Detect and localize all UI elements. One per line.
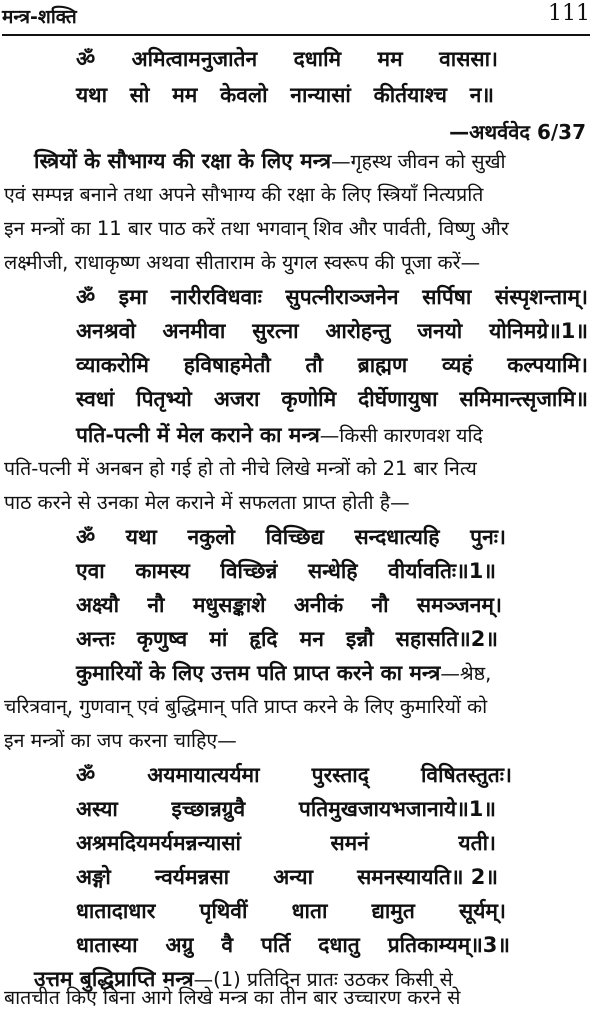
verse-word: पुरस्ताद् — [311, 763, 369, 787]
verse-line — [76, 862, 498, 892]
verse-line — [76, 760, 512, 790]
section-heading: स्त्रियों के सौभाग्य की रक्षा के लिए मन्त्र—गृहस्थ जीवन को सुखी — [34, 149, 506, 173]
verse-word: पर्ति — [261, 933, 291, 957]
verse-word: सन्दधात्यहि — [354, 525, 440, 549]
paragraph-line: लक्ष्मीजी, राधाकृष्ण अथवा सीताराम के युगल स्वरूप की पूजा करें— — [4, 251, 481, 274]
verse-word: वाससा। — [439, 47, 498, 71]
verse-word: मम — [172, 83, 198, 107]
verse-word: न॥ — [469, 83, 494, 107]
verse-word: व्यहं — [441, 353, 473, 377]
verse-word: सर्पिषा — [422, 285, 472, 309]
paragraph-line: बातचीत किए बिना आगे लिखे मन्त्र का तीन बार उच्चारण करने से — [4, 986, 461, 1009]
verse-line — [76, 896, 506, 926]
verse-word: कृणोमि — [281, 387, 337, 411]
verse-word: व्याकरोमि — [76, 353, 149, 377]
page-header — [2, 0, 590, 36]
verse-word: प्रतिकाम्यम्॥3॥ — [387, 933, 510, 957]
paragraph-line: पाठ करने से उनका मेल कराने में सफलता प्राप्त होती है— — [4, 491, 410, 514]
verse-word: अनमीवा — [162, 319, 226, 343]
verse-word: इच्छान्नग्रुवै — [171, 797, 246, 821]
verse-word: मन — [299, 627, 324, 651]
verse-word: मम — [377, 47, 403, 71]
verse-word: पतिमुखजायभजानाये॥1॥ — [298, 797, 496, 821]
paragraph-line: इन मन्त्रों का 11 बार पाठ करें तथा भगवान् शिव और पार्वती, विष्णु और — [4, 217, 509, 240]
paragraph-line: एवं सम्पन्न बनाने तथा अपने सौभाग्य की रक्षा के लिए स्त्रियाँ नित्यप्रति — [4, 183, 484, 206]
verse-line — [76, 522, 506, 552]
verse-line — [76, 794, 496, 824]
verse-word: कृणुष्व — [136, 627, 188, 651]
verse-line — [76, 80, 494, 110]
verse-word: सन्धेहि — [307, 559, 358, 583]
verse-word: दधातु — [318, 933, 360, 957]
verse-word: सहासति॥2॥ — [395, 627, 498, 651]
verse-word: इन्नौ — [345, 627, 374, 651]
verse-word: धातास्या — [76, 933, 138, 957]
page-number: 111 — [548, 1, 590, 26]
verse-word: मधुसङ्काशे — [192, 593, 266, 617]
verse-word: हृदि — [249, 627, 278, 651]
verse-line — [76, 316, 588, 346]
section-heading: पति-पत्नी में मेल कराने का मन्त्र — [76, 423, 320, 447]
paragraph-line: उत्तम बुद्धिप्राप्ति मन्त्र—(1) प्रतिदिन प्रातः उठकर किसी से — [34, 967, 453, 991]
verse-word: न्वर्यमन्नसा — [154, 865, 230, 889]
verse-word: योनिमग्रे॥1॥ — [489, 319, 588, 343]
verse-word: विच्छिन्नं — [220, 559, 278, 583]
verse-word: कामस्य — [135, 559, 190, 583]
verse-line — [76, 624, 498, 654]
verse-word: नकुलो — [187, 525, 235, 549]
verse-word: वै — [221, 933, 234, 957]
section-heading: उत्तम बुद्धिप्राप्ति मन्त्र — [34, 967, 194, 991]
verse-line — [76, 828, 496, 858]
verse-line — [76, 556, 496, 586]
verse-word: समनस्यायति॥ 2॥ — [357, 865, 498, 889]
verse-word: सूर्यम्। — [459, 899, 506, 923]
running-title: मन्त्र-शक्ति — [2, 6, 77, 28]
verse-word: नान्यासां — [290, 83, 351, 107]
verse-word: दीर्घेणायुषा — [358, 387, 438, 411]
verse-word: स्वधां — [76, 387, 115, 411]
verse-word: विच्छिद्य — [265, 525, 324, 549]
verse-line — [76, 282, 588, 312]
verse-word: सो — [129, 83, 150, 107]
verse-word: ॐ — [76, 763, 96, 787]
verse-word: पृथिवीं — [199, 899, 248, 923]
verse-word: अङ्गो — [76, 865, 111, 889]
verse-word: ॐ — [76, 285, 96, 309]
verse-word: एवा — [76, 559, 105, 583]
paragraph-line: कुमारियों के लिए उत्तम पति प्राप्त करने का मन्त्र—श्रेष्ठ, — [76, 661, 492, 685]
paragraph-line: पति-पत्नी में अनबन हो गई हो तो नीचे लिखे मन्त्रों को 21 बार नित्य — [4, 457, 477, 480]
verse-word: आरोहन्तु — [325, 319, 391, 343]
verse-word: संस्पृशन्ताम्। — [495, 285, 588, 309]
verse-word: यथा — [76, 83, 108, 107]
verse-word: अमित्वामनुजातेन — [131, 47, 258, 71]
verse-line — [76, 930, 510, 960]
paragraph-line — [34, 146, 592, 177]
verse-word: तौ — [305, 353, 323, 377]
verse-word: केवलो — [220, 83, 268, 107]
verse-word: ॐ — [76, 525, 96, 549]
verse-line — [76, 384, 588, 414]
verse-word: अयमायात्यर्यमा — [147, 763, 260, 787]
verse-word: कीर्तयाश्च — [373, 83, 448, 107]
verse-word: अनीकं — [293, 593, 344, 617]
paragraph-line: चरित्रवान्, गुणवान् एवं बुद्धिमान् पति प्राप्त करने के लिए कुमारियों को — [4, 695, 488, 718]
verse-word: समिमान्त्सृजामि॥ — [459, 387, 588, 411]
verse-word: पितृभ्यो — [136, 387, 192, 411]
verse-source: —अथर्ववेद 6/37 — [449, 120, 586, 144]
verse-word: समनं — [330, 831, 369, 855]
verse-word: अस्या — [76, 797, 118, 821]
verse-word: नौ — [147, 593, 165, 617]
verse-word: मां — [209, 627, 228, 651]
paragraph-line: पति-पत्नी में मेल कराने का मन्त्र—किसी कारणवश यदि — [76, 423, 483, 447]
verse-word: समञ्जनम्। — [416, 593, 502, 617]
verse-line — [76, 350, 588, 380]
verse-word: कल्पयामि। — [507, 353, 588, 377]
verse-word: वीर्यावतिः॥1॥ — [388, 559, 496, 583]
verse-word: धाता — [291, 899, 328, 923]
verse-line — [76, 590, 502, 620]
verse-word: अक्ष्यौ — [76, 593, 120, 617]
verse-word: यती। — [458, 831, 496, 855]
verse-word: ब्राह्मण — [357, 353, 408, 377]
verse-word: नारीरविधवाः — [170, 285, 262, 309]
verse-word: अन्तः — [76, 627, 115, 651]
section-heading: कुमारियों के लिए उत्तम पति प्राप्त करने का मन्त्र — [76, 661, 441, 685]
verse-word: पुनः। — [470, 525, 506, 549]
verse-word: विषितस्तुतः। — [420, 763, 512, 787]
verse-word: अश्रमदियमर्यमन्नन्यासां — [76, 831, 241, 855]
paragraph-line: इन मन्त्रों का जप करना चाहिए— — [4, 729, 237, 752]
verse-word: सुपत्नीराञ्जनेन — [285, 285, 399, 309]
verse-word: धातादाधार — [76, 899, 156, 923]
verse-word: दधामि — [293, 47, 342, 71]
verse-word: अन्या — [273, 865, 314, 889]
verse-word: सुरत्ना — [252, 319, 299, 343]
verse-word: यथा — [125, 525, 157, 549]
verse-line — [76, 44, 498, 74]
verse-word: ॐ — [76, 47, 96, 71]
verse-word: अनश्रवो — [76, 319, 136, 343]
verse-word: इमा — [118, 285, 148, 309]
verse-word: अजरा — [213, 387, 260, 411]
verse-word: जनयो — [417, 319, 463, 343]
verse-word: द्यामुत — [371, 899, 415, 923]
verse-word: नौ — [371, 593, 389, 617]
verse-word: अग्रु — [165, 933, 194, 957]
verse-word: हविषाहमेतौ — [183, 353, 271, 377]
